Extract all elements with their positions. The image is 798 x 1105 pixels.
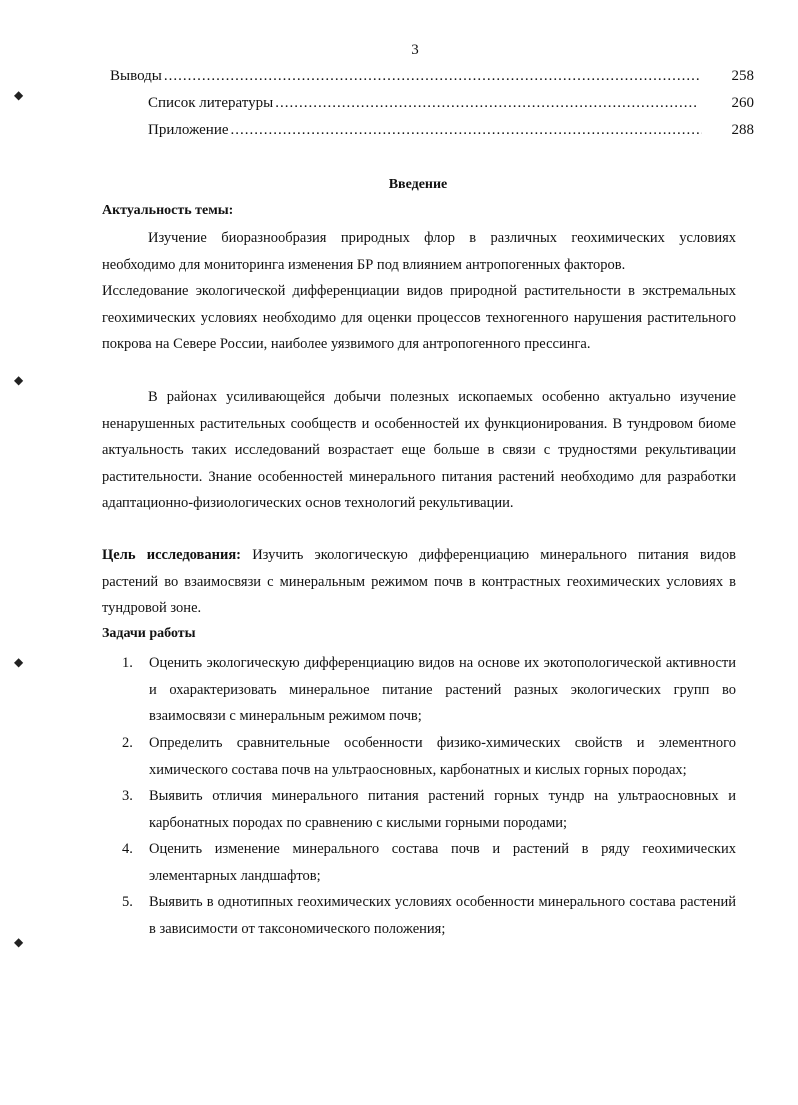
tasks-heading: Задачи работы [102,626,196,641]
relevance-paragraph-1: Изучение биоразнообразия природных флор в различных геохимических условиях необходимо для мониторинга изменения БР под влиянием антропогенных факторов. [102,230,736,273]
toc-page-conclusions: 258 [731,68,754,84]
toc-label: Список литературы [148,95,274,111]
task-item [122,650,736,730]
task-number: 3. [122,788,133,804]
toc-label: Выводы [110,68,162,84]
goal-label: Цель исследования: [102,547,242,563]
task-text: Определить сравнительные особенности физико-химических свойств и элементного химического состава почв на ультраосновных, карбонатных и кислых горных породах; [149,735,736,778]
scan-mark-icon: ◆ [14,373,24,387]
toc-leader [164,68,700,85]
scan-mark-icon: ◆ [14,88,24,102]
relevance-heading: Актуальность темы: [102,203,234,218]
toc-page-references: 260 [731,95,754,111]
task-number: 4. [122,841,133,857]
goal-text: Изучить экологическую дифференциацию минерального питания видов растений во взаимосвязи с минеральным режимом почв в контрастных геохимических условиях в тундровой зоне. [102,547,736,616]
task-text: Выявить в однотипных геохимических условиях особенности минерального состава растений в зависимости от таксономического положения; [149,894,736,937]
task-item [122,889,736,942]
toc-page-appendix: 288 [731,122,754,138]
section-title: Введение [388,177,448,192]
task-number: 1. [122,655,133,671]
task-text: Оценить экологическую дифференциацию видов на основе их экотопологической активности и охарактеризовать минеральное питание растений разных экологических групп во взаимосвязи с минеральным режимом почв; [149,655,736,724]
page-number: 3 [411,42,419,58]
relevance-paragraph-2: Исследование экологической дифференциации видов природной растительности в экстремальных геохимических условиях необходимо для оценки процессов техногенного нарушения растительного покрова на Севере России, наиболее уязвимого для антропогенного прессинга. [102,283,736,352]
task-number: 5. [122,894,133,910]
toc-entry-references [148,95,700,115]
goal-paragraph [102,542,736,622]
task-item [122,730,736,783]
relevance-paragraph-3: В районах усиливающейся добычи полезных ископаемых особенно актуально изучение ненарушенных растительных сообществ и особенностей их функционирования. В тундровом биоме актуальность таких исследований возрастает еще больше в связи с трудностями рекультивации растительности. Знание особенностей минерального питания растений необходимо для разработки адаптационно-физиологических основ технологий рекультивации. [102,389,736,511]
task-text: Оценить изменение минерального состава почв и растений в ряду геохимических элементарных ландшафтов; [149,841,736,884]
toc-entry-appendix [148,122,704,142]
toc-leader [275,95,698,112]
scan-mark-icon: ◆ [14,935,24,949]
task-number: 2. [122,735,133,751]
task-item [122,836,736,889]
toc-label: Приложение [148,122,229,138]
toc-leader [231,122,702,139]
task-text: Выявить отличия минерального питания растений горных тундр на ультраосновных и карбонатных породах по сравнению с кислыми горными породами; [149,788,736,831]
task-item [122,783,736,836]
scan-mark-icon: ◆ [14,655,24,669]
toc-entry-conclusions [110,68,702,88]
